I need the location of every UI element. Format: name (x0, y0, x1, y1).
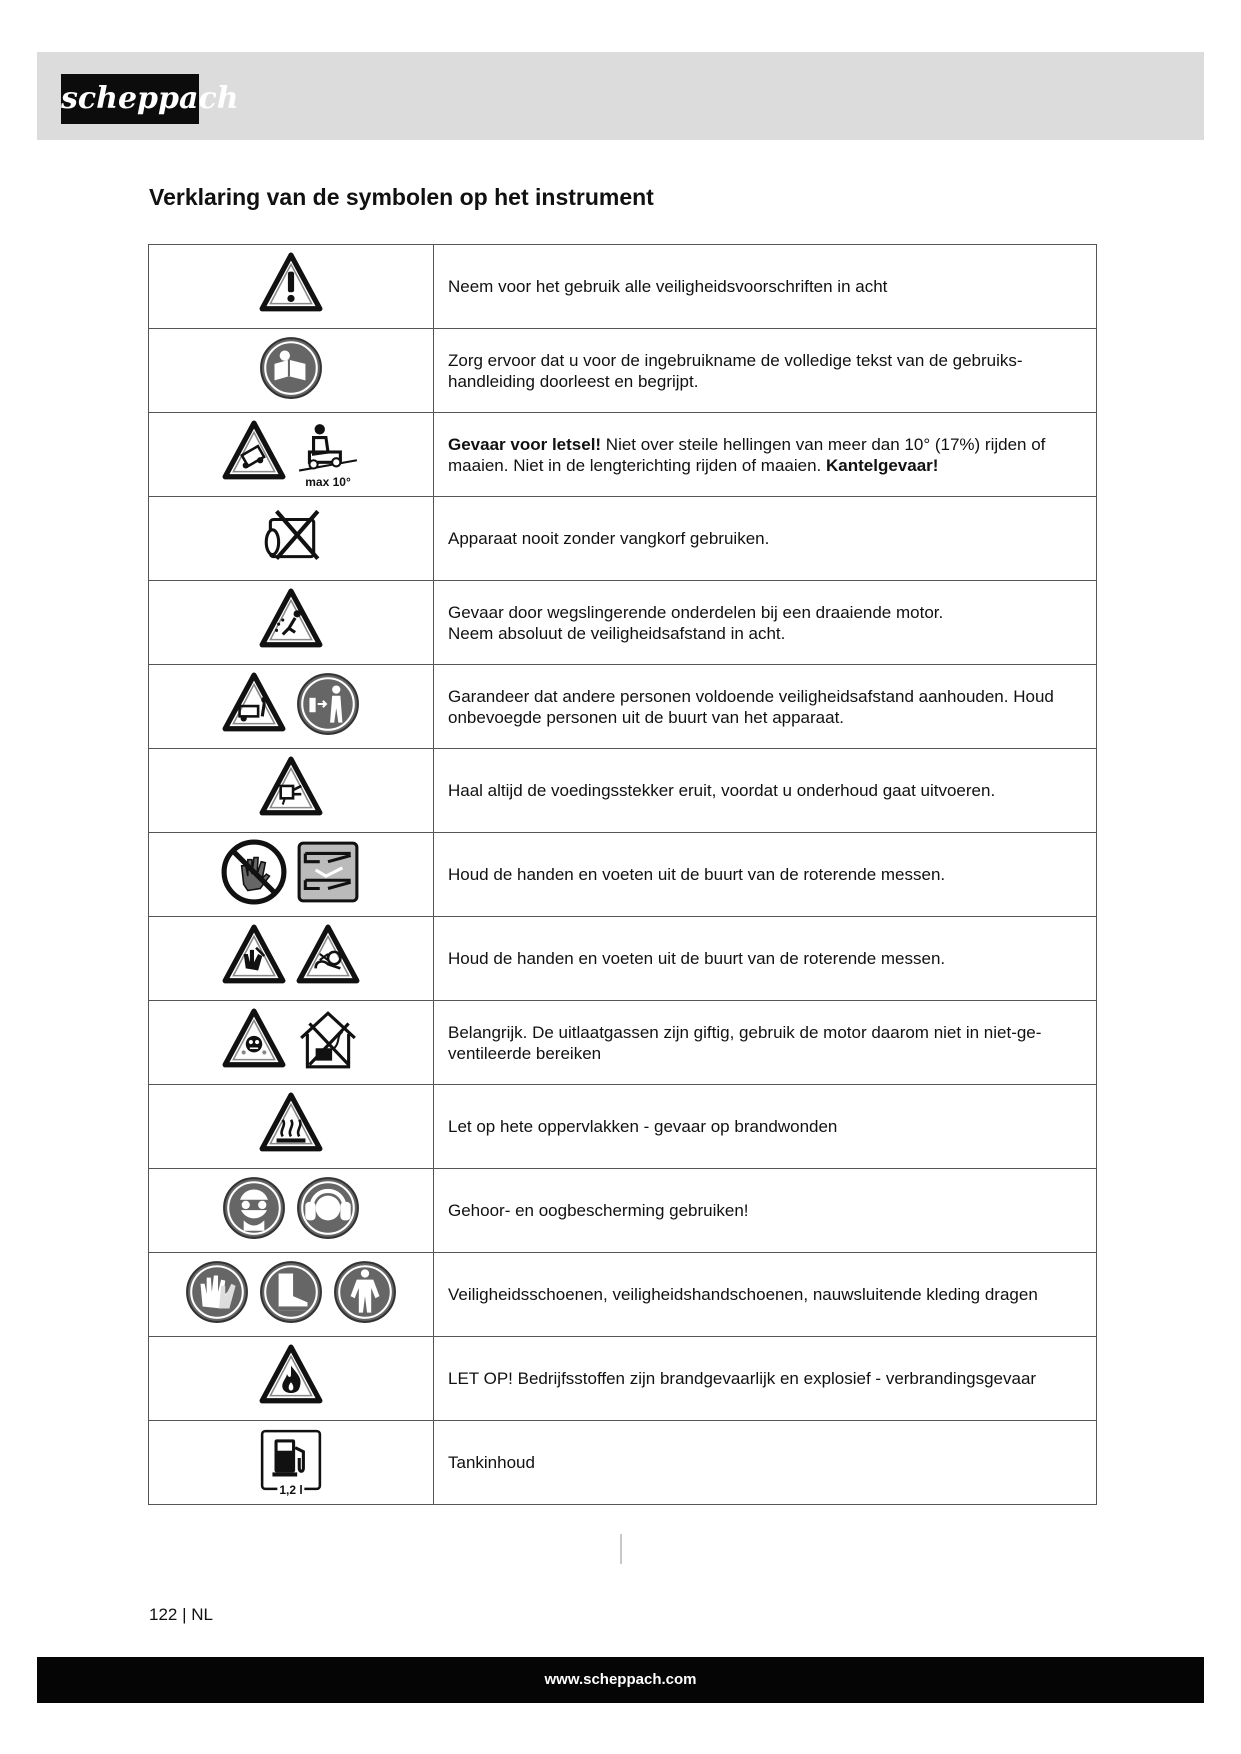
tipping-hazard-icon (221, 419, 287, 485)
symbol-row (149, 497, 1097, 581)
symbol-row (149, 1421, 1097, 1505)
description-text: Zorg ervoor dat u voor de ingebruikname de volledige tekst van de gebruiks-handleiding doorleest en begrijpt. (448, 350, 1023, 391)
symbol-cell (149, 1085, 434, 1169)
scheppach-logo: scheppach (61, 74, 199, 124)
description-text: Gevaar door wegslingerende onderdelen bij een draaiende motor. (448, 602, 944, 622)
description-cell (434, 1001, 1097, 1085)
description-text: Tankinhoud (448, 1453, 535, 1472)
description-text: LET OP! Bedrijfsstoffen zijn brandgevaarlijk en explosief - verbrandingsgevaar (448, 1369, 1037, 1388)
no-hands-icon (221, 839, 287, 905)
symbol-cell (149, 833, 434, 917)
symbol-row (149, 413, 1097, 497)
ear-protection-icon (295, 1175, 361, 1241)
description-cell (434, 749, 1097, 833)
read-manual-icon (258, 335, 324, 401)
symbol-cell (149, 917, 434, 1001)
symbol-row (149, 1169, 1097, 1253)
description-cell (434, 497, 1097, 581)
flying-debris-warning-icon (258, 587, 324, 653)
symbol-row (149, 1001, 1097, 1085)
symbol-row (149, 833, 1097, 917)
no-operation-without-catcher-icon (258, 503, 324, 569)
fuel-tank-icon (258, 1427, 324, 1497)
page-header (37, 52, 1204, 140)
description-cell (434, 1337, 1097, 1421)
description-cell (434, 581, 1097, 665)
description-text: Apparaat nooit zonder vangkorf gebruiken. (448, 529, 770, 548)
symbol-cell (149, 1421, 434, 1505)
description-text: Houd de handen en voeten uit de buurt van de roterende messen. (448, 865, 946, 884)
footer-website: www.scheppach.com (544, 1671, 697, 1688)
coverall-icon (332, 1259, 398, 1325)
symbol-row (149, 1337, 1097, 1421)
description-text: Neem voor het gebruik alle veiligheidsvoorschriften in acht (448, 277, 888, 296)
symbol-cell (149, 1169, 434, 1253)
symbol-cell (149, 1001, 434, 1085)
footer-bar (37, 1657, 1204, 1703)
description-cell (434, 413, 1097, 497)
page-title: Verklaring van de symbolen op het instrument (149, 184, 654, 210)
description-text: Neem absoluut de veiligheidsafstand in acht. (448, 623, 786, 643)
description-cell (434, 245, 1097, 329)
symbol-caption: 1,2 l (279, 1483, 303, 1497)
symbol-row (149, 329, 1097, 413)
center-divider (620, 1534, 622, 1564)
description-emphasis: Gevaar voor letsel! (448, 434, 602, 454)
symbol-row (149, 917, 1097, 1001)
description-text: Belangrijk. De uitlaatgassen zijn giftig, gebruik de motor daarom niet in niet-ge-ventileerde bereiken (448, 1022, 1042, 1063)
gloves-icon (184, 1259, 250, 1325)
description-text: Gehoor- en oogbescherming gebruiken! (448, 1201, 749, 1220)
toxic-fumes-warning-icon (221, 1007, 287, 1073)
flammable-warning-icon (258, 1343, 324, 1409)
description-cell (434, 833, 1097, 917)
description-text: Let op hete oppervlakken - gevaar op brandwonden (448, 1117, 838, 1136)
symbol-row (149, 581, 1097, 665)
symbol-cell (149, 497, 434, 581)
description-text: Niet over steile hellingen van meer dan 10° (17%) rijden of maaien. Niet in de lengterichting rijden of maaien. (448, 434, 1046, 475)
disconnect-plug-warning-icon (258, 755, 324, 821)
description-cell (434, 917, 1097, 1001)
symbol-cell (149, 245, 434, 329)
page-number: 122 | NL (149, 1605, 213, 1624)
description-emphasis: Kantelgevaar! (826, 455, 939, 475)
hand-cut-warning-icon (221, 923, 287, 989)
symbol-cell (149, 1337, 434, 1421)
symbol-cell (149, 1253, 434, 1337)
symbol-cell (149, 413, 434, 497)
symbol-caption: max 10° (305, 475, 351, 489)
description-cell (434, 1169, 1097, 1253)
symbol-row (149, 749, 1097, 833)
symbols-table (148, 244, 1097, 1505)
symbol-row (149, 245, 1097, 329)
symbol-row (149, 665, 1097, 749)
description-cell (434, 665, 1097, 749)
description-text: Garandeer dat andere personen voldoende veiligheidsafstand aanhouden. Houd onbevoegde personen uit de buurt van het apparaat. (448, 686, 1054, 727)
bystander-warning-icon (221, 671, 287, 737)
symbol-cell (149, 749, 434, 833)
keep-distance-icon (295, 671, 361, 737)
description-cell (434, 1421, 1097, 1505)
symbol-row (149, 1085, 1097, 1169)
description-cell (434, 1253, 1097, 1337)
symbol-cell (149, 665, 434, 749)
foot-cut-warning-icon (295, 923, 361, 989)
symbol-cell (149, 581, 434, 665)
description-text: Haal altijd de voedingsstekker eruit, voordat u onderhoud gaat uitvoeren. (448, 781, 996, 800)
description-cell (434, 1085, 1097, 1169)
hot-surface-warning-icon (258, 1091, 324, 1157)
blade-hazard-icon (295, 839, 361, 905)
warning-exclamation-icon (258, 251, 324, 317)
no-indoor-use-icon (295, 1007, 361, 1073)
description-cell (434, 329, 1097, 413)
description-text: Veiligheidsschoenen, veiligheidshandschoenen, nauwsluitende kleding dragen (448, 1285, 1038, 1304)
eye-protection-icon (221, 1175, 287, 1241)
symbol-cell (149, 329, 434, 413)
description-text: Houd de handen en voeten uit de buurt van de roterende messen. (448, 949, 946, 968)
safety-boots-icon (258, 1259, 324, 1325)
slope-max-10-icon (295, 419, 361, 489)
symbol-row (149, 1253, 1097, 1337)
